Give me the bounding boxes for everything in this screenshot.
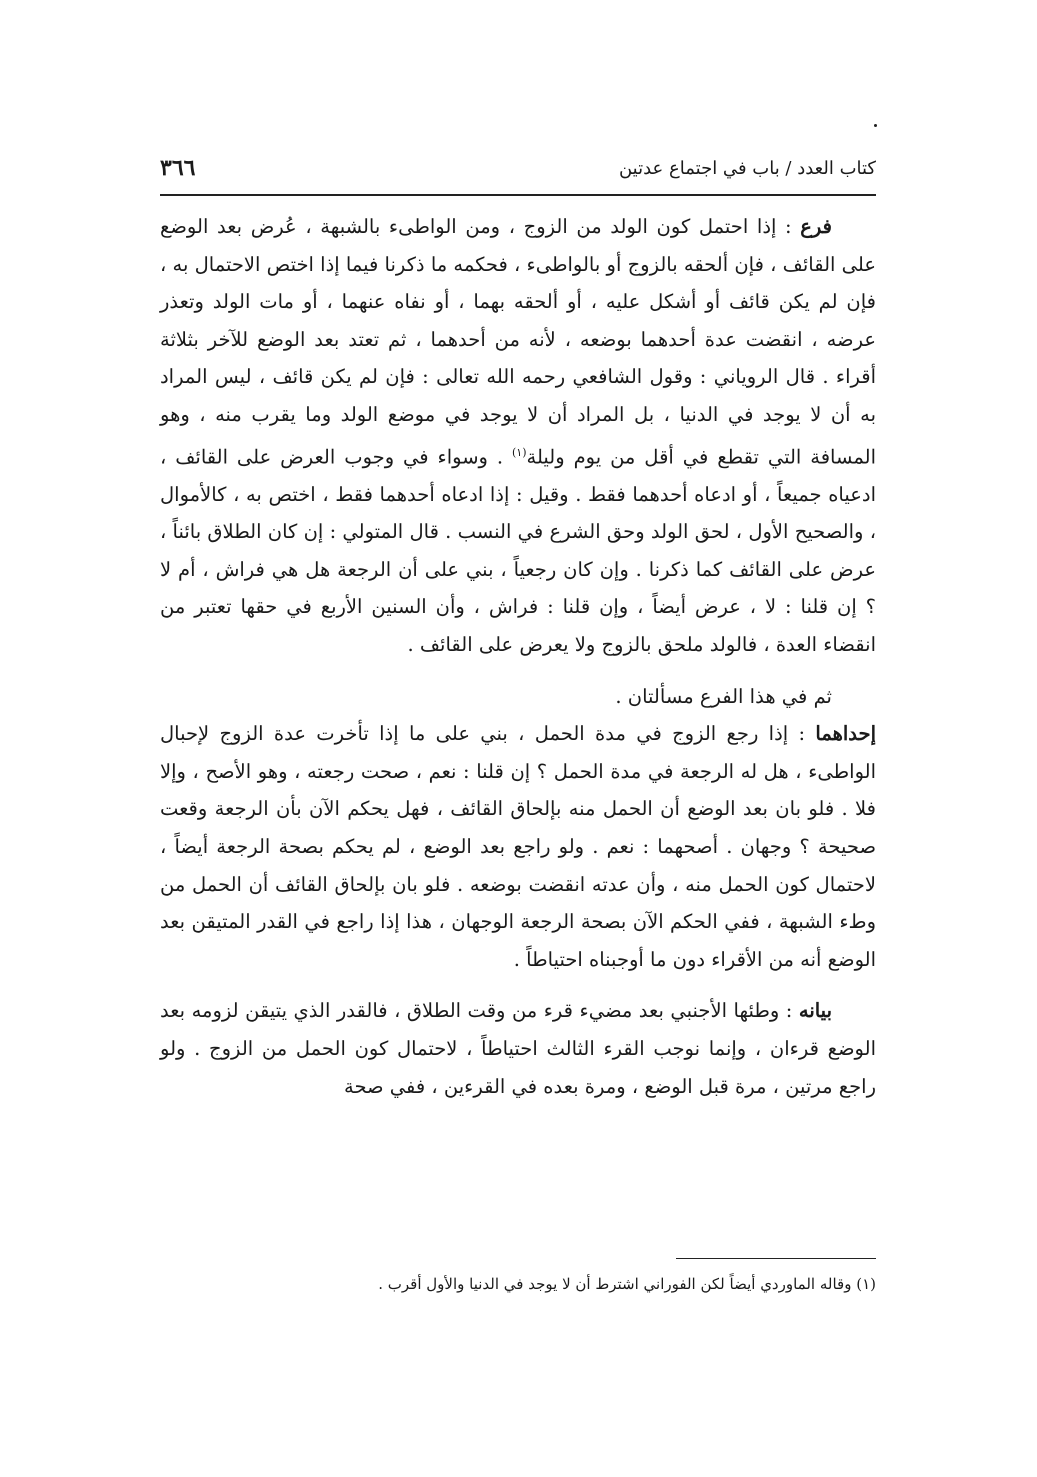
footnote-reference[interactable]: (١) (512, 445, 527, 459)
paragraph-text: : إذا رجع الزوج في مدة الحمل ، بني على ما إذا تأخرت عدة الزوج لإحبال الواطىء ، هل له الرجعة في مدة الحمل ؟ إن قلنا : نعم ، صحت رجعته ، وهو الأصح ، وإلا فلا . فلو بان بعد الوضع أن الحمل منه بإلحاق القائف ، فهل يحكم الآن بأن الرجعة وقعت صحيحة ؟ وجهان . أصحهما : نعم . ولو راجع بعد الوضع ، لم يحكم بصحة الرجعة أيضاً ، لاحتمال كون الحمل منه ، وأن عدته انقضت بوضعه . فلو بان بإلحاق القائف أن الحمل من وطء الشبهة ، ففي الحكم الآن بصحة الرجعة الوجهان ، هذا إذا راجع في القدر المتيقن بعد الوضع أنه من الأقراء دون ما أوجبناه احتياطاً . (160, 722, 876, 971)
paragraph-lead: إحداهما (815, 722, 876, 746)
main-text (160, 208, 876, 1105)
paragraph-two-issues (160, 678, 876, 716)
paragraph-lead: بيانه (798, 999, 832, 1023)
footnote-marker: (١) (856, 1275, 876, 1293)
footnote-text: وقاله الماوردي أيضاً لكن الفوراني اشترط أن لا يوجد في الدنيا والأول أقرب . (378, 1275, 857, 1293)
paragraph-explanation (160, 992, 876, 1105)
page-number: ٣٦٦ (160, 155, 196, 181)
page-header (160, 148, 876, 188)
footnote (160, 1270, 876, 1298)
running-title: كتاب العدد / باب في اجتماع عدتين (618, 157, 876, 179)
paragraph-first-issue (160, 715, 876, 978)
paragraph-text: : إذا احتمل كون الولد من الزوج ، ومن الواطىء بالشبهة ، عُرض بعد الوضع على القائف ، فإن ألحقه بالزوج أو بالواطىء ، فحكمه ما ذكرنا فيما إذا اختص الاحتمال به ، فإن لم يكن قائف أو أشكل عليه ، أو ألحقه بهما ، أو نفاه عنهما ، أو مات الولد وتعذر عرضه ، انقضت عدة أحدهما بوضعه ، لأنه من أحدهما ، ثم تعتد بعد الوضع للآخر بثلاثة أقراء . قال الروياني : وقول الشافعي رحمه الله تعالى : فإن لم يكن قائف ، ليس المراد به أن لا يوجد في الدنيا ، بل المراد أن لا يوجد في موضع الولد وما يقرب منه ، وهو المسافة التي تقطع في أقل من يوم وليلة (160, 215, 876, 469)
paragraph-text: : وطئها الأجنبي بعد مضيء قرء من وقت الطلاق ، فالقدر الذي يتيقن لزومه بعد الوضع قرءان ، وإنما نوجب القرء الثالث احتياطاً ، لاحتمال كون الحمل من الزوج . ولو راجع مرتين ، مرة قبل الوضع ، ومرة بعده في القرءين ، ففي صحة (160, 999, 876, 1098)
footnote-rule (676, 1258, 876, 1259)
header-rule (160, 194, 876, 196)
margin-mark (874, 124, 877, 127)
paragraph-far (160, 208, 876, 664)
paragraph-text: ثم في هذا الفرع مسألتان . (615, 684, 832, 708)
paragraph-lead: فرع (800, 215, 832, 238)
paragraph-text-continued: . وسواء في وجوب العرض على القائف ، ادعياه جميعاً ، أو ادعاه أحدهما فقط . وقيل : إذا ادعاه أحدهما فقط ، اختص به ، كالأموال ، والصحيح الأول ، لحق الولد وحق الشرع في النسب . قال المتولي : إن كان الطلاق بائناً ، عرض على القائف كما ذكرنا . وإن كان رجعياً ، بني على أن الرجعة هل هي فراش ، أم لا ؟ إن قلنا : لا ، عرض أيضاً ، وإن قلنا : فراش ، وأن السنين الأربع في حقها تعتبر من انقضاء العدة ، فالولد ملحق بالزوج ولا يعرض على القائف . (160, 445, 876, 657)
